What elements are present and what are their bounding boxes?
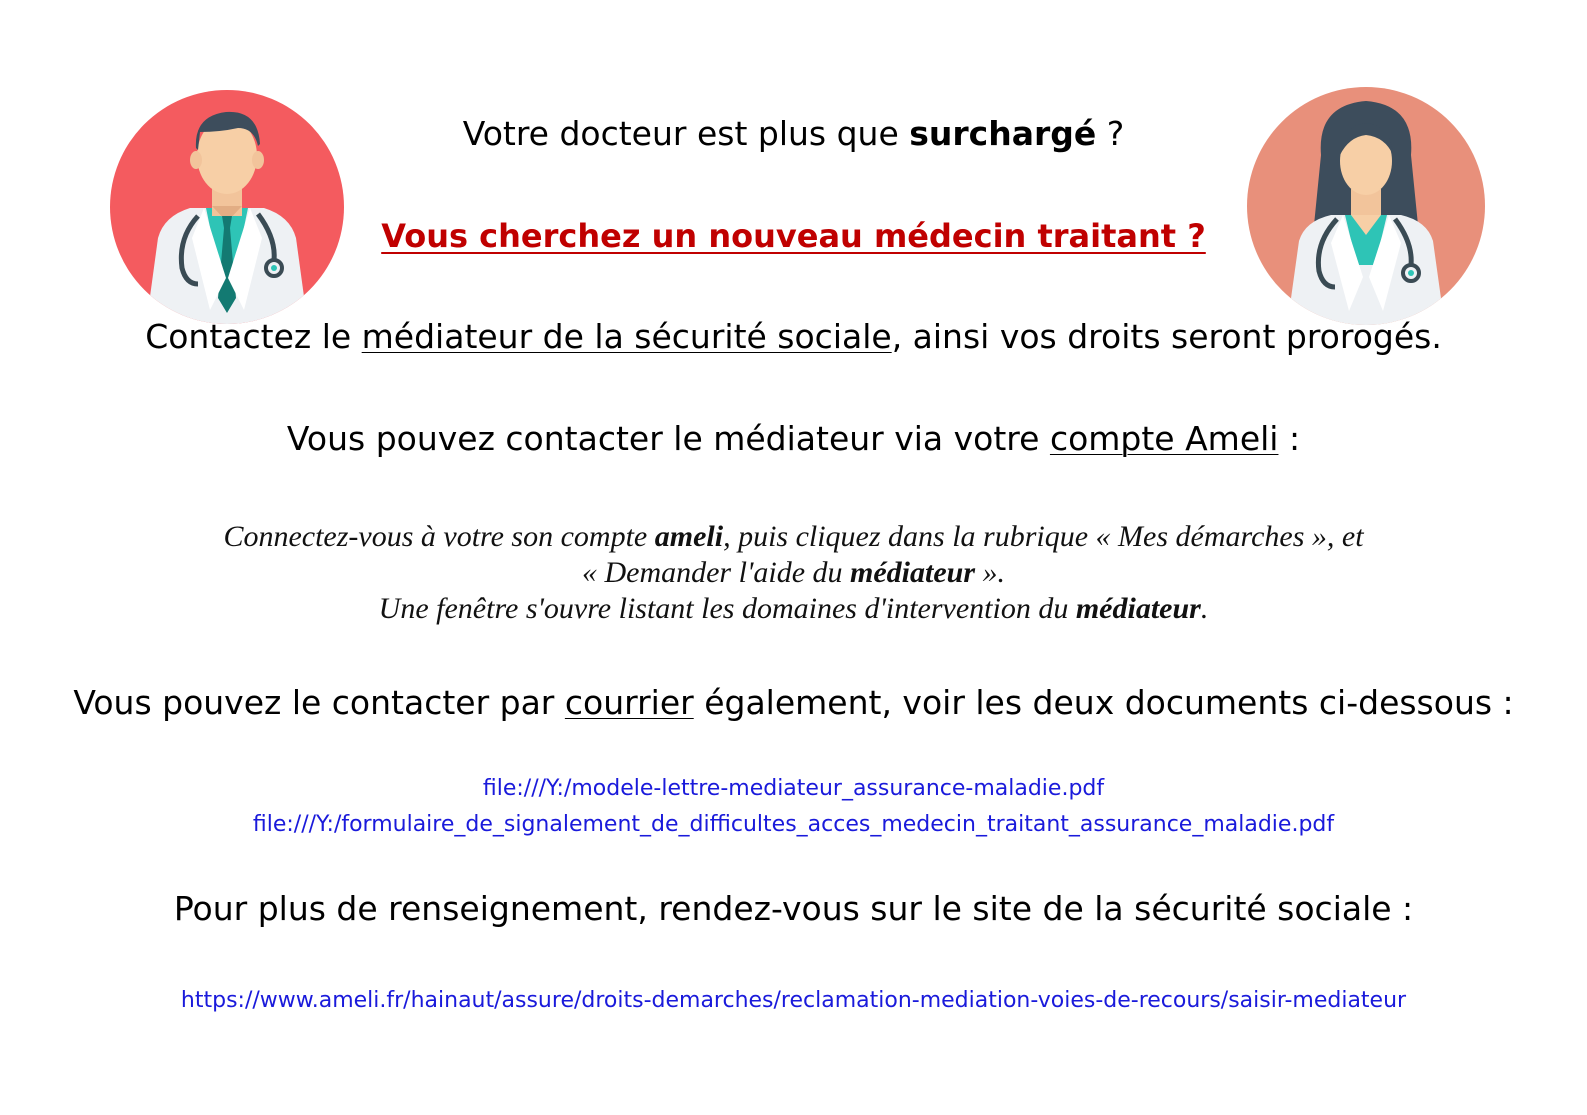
question-line [0, 114, 1587, 153]
ameli-line [0, 419, 1587, 458]
document-link-row-2 [0, 814, 1587, 836]
instructions-emphasis: médiateur [1075, 592, 1201, 625]
instructions-text: « Demander l'aide du [581, 556, 851, 589]
contact-text-end: , ainsi vos droits seront prorogés. [891, 317, 1442, 356]
compte-ameli-link[interactable]: compte Ameli [1049, 419, 1279, 458]
instructions-emphasis: médiateur [850, 556, 976, 589]
contact-text: Contactez le [145, 317, 362, 356]
document-link-row-1 [0, 778, 1587, 800]
contact-line [0, 317, 1587, 356]
instructions-line-1 [0, 522, 1587, 552]
question-emphasis: surchargé [909, 114, 1097, 153]
more-info-text: Pour plus de renseignement, rendez-vous sur le site de la sécurité sociale : [173, 889, 1414, 928]
courrier-link[interactable]: courrier [564, 683, 694, 722]
site-link-row [0, 990, 1587, 1012]
mediateur-link[interactable]: médiateur de la sécurité sociale [361, 317, 892, 356]
formulaire-signalement-link[interactable]: file:///Y:/formulaire_de_signalement_de_difficultes_acces_medecin_traitant_assurance_maladie.pdf [252, 812, 1335, 837]
modele-lettre-link[interactable]: file:///Y:/modele-lettre-mediateur_assurance-maladie.pdf [482, 776, 1105, 801]
headline-text: Vous cherchez un nouveau médecin traitant ? [381, 217, 1206, 255]
ameli-site-link[interactable]: https://www.ameli.fr/hainaut/assure/droits-demarches/reclamation-mediation-voies-de-recours/saisir-mediateur [180, 988, 1407, 1013]
instructions-text: Connectez-vous à votre son compte [223, 520, 655, 553]
instructions-text: , puis cliquez dans la rubrique « Mes démarches », et [723, 520, 1364, 553]
mail-text: Vous pouvez le contacter par [73, 683, 565, 722]
instructions-line-3 [0, 594, 1587, 624]
more-info-line [0, 889, 1587, 928]
ameli-colon: : [1278, 419, 1301, 458]
mail-text-end: également, voir les deux documents ci-dessous : [693, 683, 1514, 722]
question-text: Votre docteur est plus que [462, 114, 910, 153]
instructions-text: . [1200, 592, 1209, 625]
instructions-emphasis: ameli [654, 520, 724, 553]
mail-line [0, 683, 1587, 722]
ameli-text: Vous pouvez contacter le médiateur via votre [286, 419, 1050, 458]
question-mark: ? [1096, 114, 1125, 153]
instructions-text: ». [975, 556, 1006, 589]
headline [0, 217, 1587, 255]
instructions-text: Une fenêtre s'ouvre listant les domaines d'intervention du [378, 592, 1076, 625]
instructions-line-2 [0, 558, 1587, 588]
